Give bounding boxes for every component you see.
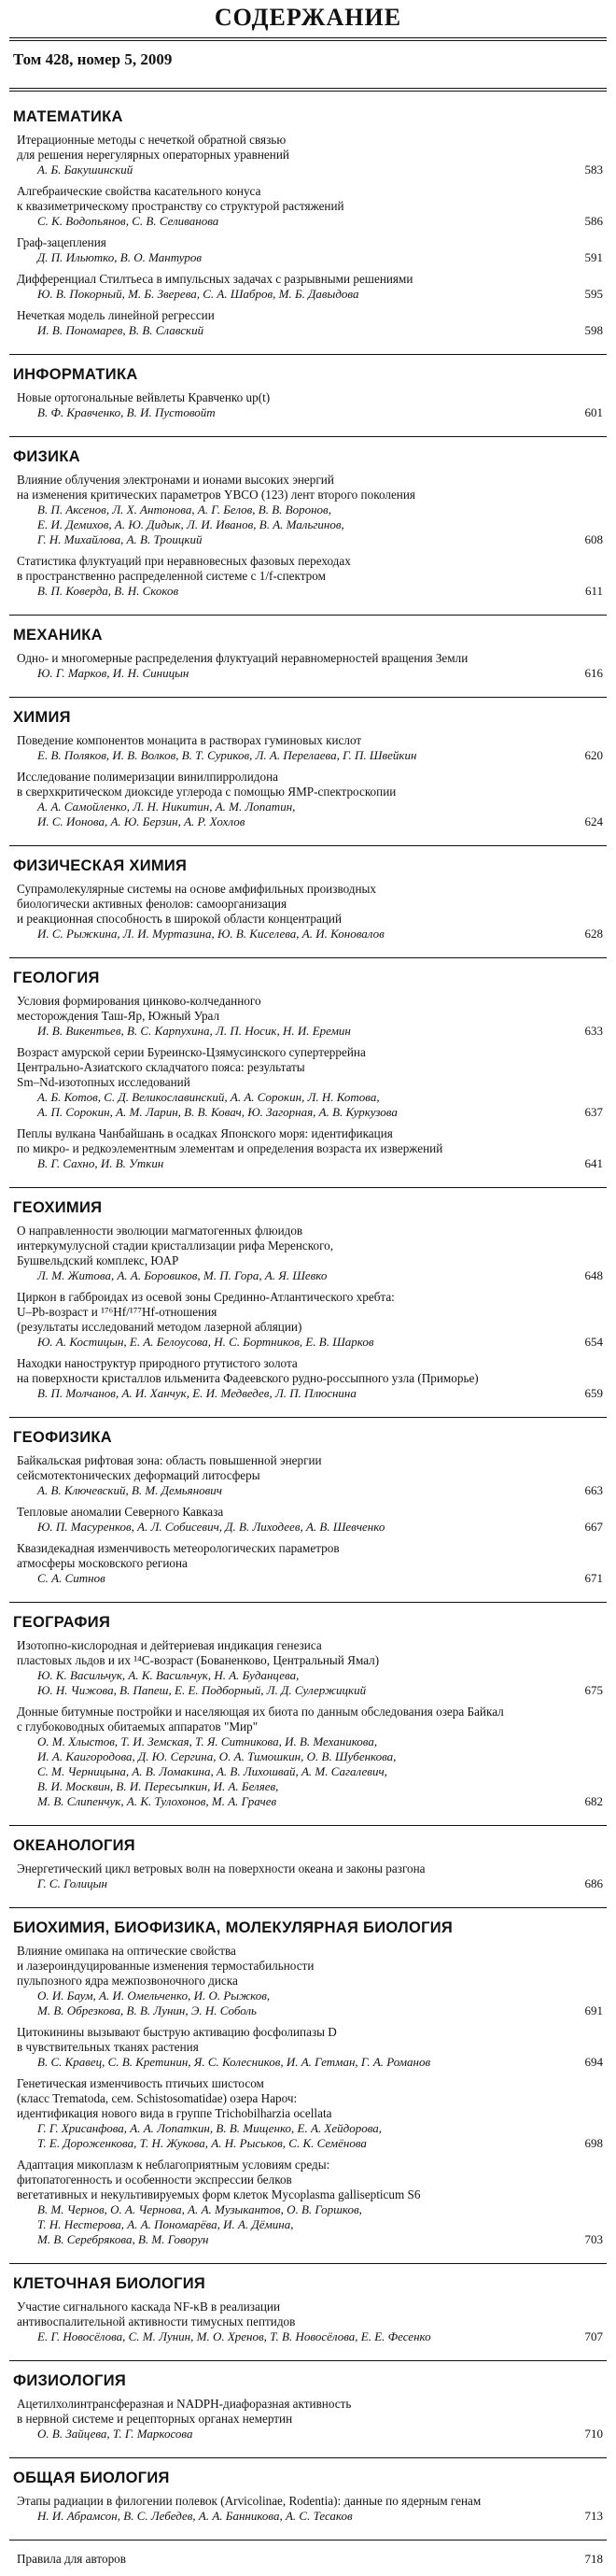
entry-authors <box>13 800 566 829</box>
entry-title-line: с глубоководных обитаемых аппаратов "Мир" <box>17 1720 259 1734</box>
section-heading: ГЕОЛОГИЯ <box>13 970 100 986</box>
toc-entry[interactable] <box>13 133 607 177</box>
toc-section <box>9 2466 607 2541</box>
entry-title-line: Возраст амурской серии Буреинско-Цзямусинского супертеррейна <box>17 1045 366 1059</box>
entry-title-line: Условия формирования цинково-колчеданного <box>17 994 261 1008</box>
entry-title-line: (результаты исследований методом лазерной абляции) <box>17 1320 302 1334</box>
entry-authors <box>13 2427 566 2442</box>
page-number: 691 <box>584 2003 603 2017</box>
toc-footer <box>9 2548 607 2576</box>
entry-title-line: на поверхности кристаллов ильменита Фадеевского рудно-россыпного узла (Приморье) <box>17 1371 479 1385</box>
entry-authors <box>13 2055 566 2070</box>
section-heading: КЛЕТОЧНАЯ БИОЛОГИЯ <box>13 2275 206 2292</box>
page-number: 598 <box>584 323 603 337</box>
section-heading: ОБЩАЯ БИОЛОГИЯ <box>13 2470 170 2486</box>
issue-divider <box>9 88 607 89</box>
entry-authors <box>13 163 566 177</box>
entry-title-line: фитопатогенность и особенности экспрессии белков <box>17 2173 292 2187</box>
author-line: В. П. Молчанов, А. И. Ханчук, Е. И. Медведев, Л. П. Плюснина <box>37 1386 357 1400</box>
toc-section <box>9 362 607 437</box>
entry-authors <box>13 1734 566 1809</box>
entry-authors <box>13 1268 566 1283</box>
entry-authors <box>13 2329 566 2344</box>
entry-title-line: сейсмотектонических деформаций литосферы <box>17 1468 260 1482</box>
entry-authors-row <box>13 1483 607 1498</box>
entry-authors-row <box>13 2055 607 2070</box>
section-heading: ГЕОГРАФИЯ <box>13 1614 111 1631</box>
entry-authors <box>13 666 566 681</box>
entry-title-line: в нервной системе и рецепторных органах немертин <box>17 2412 293 2426</box>
entry-title-line: Влияние облучения электронами и ионами высоких энергий <box>17 473 334 487</box>
entry-title-line: Нечеткая модель линейной регрессии <box>17 308 215 322</box>
entry-title-line: Исследование полимеризации винилпирролидона <box>17 770 279 784</box>
author-line: Ю. Г. Марков, И. Н. Синицын <box>37 666 189 680</box>
toc-section <box>9 966 607 1188</box>
author-line: Ю. П. Масуренков, А. Л. Собисевич, Д. В. Лиходеев, А. В. Шевченко <box>37 1520 385 1534</box>
toc-entry[interactable] <box>13 1861 607 1891</box>
entry-title-line: Супрамолекулярные системы на основе амфифильных производных <box>17 882 377 896</box>
entry-authors-row <box>13 1386 607 1401</box>
entry-authors-row <box>13 1520 607 1535</box>
page-number: 713 <box>584 2509 603 2523</box>
author-line: Ю. А. Костицын, Е. А. Белоусова, Н. С. Бортников, Е. В. Шарков <box>37 1335 374 1349</box>
issue-divider-thin <box>9 91 607 92</box>
section-heading: ИНФОРМАТИКА <box>13 366 138 383</box>
author-line: И. В. Пономарев, В. В. Славский <box>37 323 204 337</box>
entry-authors <box>13 1483 566 1498</box>
entry-authors-row <box>13 163 607 177</box>
entry-authors-row <box>13 748 607 763</box>
entry-title-line: Донные битумные постройки и населяющая их биота по данным обследования озера Байкал <box>17 1705 504 1719</box>
author-line: Ю. Н. Чижова, В. Папеш, Е. Е. Подборный, Л. Д. Сулержицкий <box>37 1683 367 1697</box>
toc-section <box>9 105 607 355</box>
entry-authors-row <box>13 1156 607 1171</box>
entry-title-line: интеркумулусной стадии кристаллизации рифа Меренского, <box>17 1238 334 1253</box>
entry-authors-row <box>13 1668 607 1698</box>
title-divider <box>9 37 607 38</box>
author-line: Г. Г. Хрисанфова, А. А. Лопаткин, В. В. Мищенко, Е. А. Хейдорова, <box>37 2121 383 2135</box>
entry-authors-row <box>13 250 607 265</box>
entry-authors <box>13 1668 566 1698</box>
author-line: А. В. Ключевский, В. М. Демьянович <box>37 1483 223 1497</box>
entry-title-line: Граф-зацепления <box>17 235 106 249</box>
toc-entry[interactable] <box>13 308 607 338</box>
page-number: 633 <box>584 1024 603 1038</box>
footer-label: Правила для авторов <box>17 2552 126 2566</box>
section-heading: МЕХАНИКА <box>13 627 103 644</box>
section-heading: МАТЕМАТИКА <box>13 108 123 125</box>
toc-entry[interactable] <box>13 2494 607 2524</box>
author-line: В. С. Кравец, С. В. Кретинин, Я. С. Колесников, И. А. Гетман, Г. А. Романов <box>37 2055 431 2069</box>
entry-title-line: Байкальская рифтовая зона: область повышенной энергии <box>17 1453 322 1467</box>
entry-title-line: Бушвельдский комплекс, ЮАР <box>17 1253 179 1267</box>
entry-title-line: Новые ортогональные вейвлеты Кравченко up(t) <box>17 390 271 404</box>
toc-entry[interactable] <box>13 390 607 420</box>
toc-entry[interactable] <box>13 882 607 941</box>
author-line: Е. Г. Новосёлова, С. М. Лунин, М. О. Хренов, Т. В. Новосёлова, Е. Е. Фесенко <box>37 2329 431 2343</box>
author-line: В. Ф. Кравченко, В. И. Пустовойт <box>37 405 216 419</box>
entry-title-line: пульпозного ядра межпозвоночного диска <box>17 1974 238 1988</box>
author-line: В. Г. Сахно, И. В. Уткин <box>37 1156 164 1170</box>
entry-authors-row <box>13 2329 607 2344</box>
author-line: Д. П. Ильютко, В. О. Мантуров <box>37 250 203 264</box>
page-number: 710 <box>584 2427 603 2441</box>
page-number: 667 <box>584 1520 603 1534</box>
toc-entry[interactable] <box>13 1290 607 1350</box>
entry-authors-row <box>13 502 607 547</box>
toc-section <box>9 2272 607 2361</box>
entry-title-line: Тепловые аномалии Северного Кавказа <box>17 1505 224 1519</box>
author-line: А. Б. Котов, С. Д. Великославинский, А. А. Сорокин, Л. Н. Котова, <box>37 1090 380 1104</box>
toc-entry[interactable] <box>13 1638 607 1698</box>
entry-title-line: Одно- и многомерные распределения флуктуаций неравномерностей вращения Земли <box>17 651 469 665</box>
author-line: М. В. Обрезкова, В. В. Лунин, Э. Н. Соболь <box>37 2003 257 2017</box>
author-line: В. И. Москвин, В. И. Пересыпкин, И. А. Беляев, <box>37 1779 279 1793</box>
entry-authors <box>13 1156 566 1171</box>
author-line: И. В. Викентьев, В. С. Карпухина, Л. П. Носик, Н. И. Еремин <box>37 1024 351 1038</box>
author-line: А. П. Сорокин, А. М. Ларин, В. В. Ковач, Ю. Загорная, А. В. Куркузова <box>37 1105 398 1119</box>
entry-authors <box>13 1520 566 1535</box>
entry-title-line: Центрально-Азиатского складчатого пояса: результаты <box>17 1060 305 1074</box>
author-line: В. П. Аксенов, Л. Х. Антонова, А. Г. Белов, В. В. Воронов, <box>37 502 331 517</box>
entry-title-line: в чувствительных тканях растения <box>17 2040 199 2054</box>
entry-title-line: Sm–Nd-изотопных исследований <box>17 1075 190 1089</box>
toc-entry[interactable] <box>13 1224 607 1283</box>
entry-authors <box>13 1090 566 1120</box>
page-number: 624 <box>584 814 603 828</box>
entry-authors <box>13 502 566 547</box>
page-number: 698 <box>584 2136 603 2150</box>
author-line: А. А. Самойленко, Л. Н. Никитин, А. М. Лопатин, <box>37 800 296 814</box>
toc-section <box>9 2369 607 2458</box>
entry-authors <box>13 927 566 941</box>
toc-section <box>9 623 607 698</box>
toc-section <box>9 854 607 958</box>
page-number: 654 <box>584 1335 603 1349</box>
entry-title-line: Цитокинины вызывают быструю активацию фосфолипазы D <box>17 2025 337 2039</box>
toc-entry[interactable] <box>13 1126 607 1171</box>
author-line: А. Б. Бакушинский <box>37 163 133 177</box>
section-heading: ОКЕАНОЛОГИЯ <box>13 1837 135 1854</box>
entry-authors <box>13 405 566 420</box>
entry-title-line: биологически активных фенолов: самоорганизация <box>17 897 287 911</box>
toc-entry[interactable] <box>13 1356 607 1401</box>
entry-authors-row <box>13 584 607 599</box>
toc-section <box>9 705 607 846</box>
section-heading: ХИМИЯ <box>13 709 71 726</box>
page-number: 648 <box>584 1268 603 1282</box>
author-line: Т. Е. Дороженкова, Т. Н. Жукова, А. Н. Рыськов, С. К. Семёнова <box>37 2136 367 2150</box>
entry-authors <box>13 2509 566 2524</box>
entry-title-line: пластовых льдов и их ¹⁴C-возраст (Бованенково, Центральный Ямал) <box>17 1653 380 1667</box>
entry-authors <box>13 1386 566 1401</box>
author-line: В. М. Чернов, О. А. Чернова, А. А. Музыкантов, О. В. Горшков, <box>37 2202 362 2216</box>
author-line: Г. Н. Михайлова, А. В. Троицкий <box>37 532 203 546</box>
entry-title-line: для решения нерегулярных операторных уравнений <box>17 148 289 162</box>
page-number: 620 <box>584 748 603 762</box>
toc-entry[interactable] <box>13 770 607 829</box>
page-number: 663 <box>584 1483 603 1497</box>
entry-title-line: Энергетический цикл ветровых волн на поверхности океана и законы разгона <box>17 1861 426 1875</box>
author-line: С. М. Черницына, А. В. Ломакина, А. В. Лихошвай, А. М. Сагалевич, <box>37 1764 387 1778</box>
entry-authors-row <box>13 2509 607 2524</box>
toc-entry[interactable] <box>13 2397 607 2442</box>
toc-entry[interactable] <box>13 1045 607 1120</box>
entry-authors <box>13 1571 566 1586</box>
entry-authors <box>13 748 566 763</box>
author-line: Е. В. Поляков, И. В. Волков, В. Т. Суриков, Л. А. Перелаева, Г. П. Швейкин <box>37 748 417 762</box>
entry-title-line: Адаптация микоплазм к неблагоприятным условиям среды: <box>17 2158 330 2172</box>
section-heading: ГЕОФИЗИКА <box>13 1429 113 1446</box>
entry-authors-row <box>13 214 607 229</box>
author-line: В. П. Коверда, В. Н. Скоков <box>37 584 179 598</box>
entry-title-line: по микро- и редкоэлементным элементам и определения возраста их извержений <box>17 1141 443 1155</box>
entry-title-line: в пространственно распределенной системе с 1/f-спектром <box>17 569 326 583</box>
entry-authors <box>13 287 566 302</box>
author-line: О. М. Хлыстов, Т. И. Земская, Т. Я. Ситникова, И. В. Механикова, <box>37 1734 378 1748</box>
entry-authors-row <box>13 1268 607 1283</box>
toc-section <box>9 1425 607 1603</box>
entry-title-line: и лазероиндуцированные изменения термостабильности <box>17 1959 315 1973</box>
page-number: 586 <box>584 214 603 228</box>
section-heading: ФИЗИКА <box>13 448 80 465</box>
author-line: С. А. Ситнов <box>37 1571 105 1585</box>
author-line: И. С. Рыжкина, Л. И. Муртазина, Ю. В. Киселева, А. И. Коновалов <box>37 927 385 941</box>
toc-entry[interactable] <box>13 1453 607 1498</box>
footer-row[interactable] <box>13 2552 607 2567</box>
author-line: М. В. Слипенчук, А. К. Тулохонов, М. А. Грачев <box>37 1794 277 1808</box>
section-heading: ФИЗИОЛОГИЯ <box>13 2372 127 2389</box>
entry-authors-row <box>13 1090 607 1120</box>
entry-title-line: Дифференциал Стилтьеса в импульсных задачах с разрывными решениями <box>17 272 413 286</box>
entry-title-line: антивоспалительной активности тимусных пептидов <box>17 2314 296 2328</box>
section-heading: БИОХИМИЯ, БИОФИЗИКА, МОЛЕКУЛЯРНАЯ БИОЛОГИЯ <box>13 1919 454 1936</box>
entry-title-line: на изменения критических параметров YBCO (123) лент второго поколения <box>17 488 415 502</box>
author-line: М. В. Серебрякова, В. М. Говорун <box>37 2232 209 2246</box>
toc-entry[interactable] <box>13 2158 607 2247</box>
entry-title-line: Итерационные методы с нечеткой обратной связью <box>17 133 287 147</box>
author-line: Ю. В. Покорный, М. Б. Зверева, С. А. Шабров, М. Б. Давыдова <box>37 287 359 301</box>
entry-title-line: О направленности эволюции магматогенных флюидов <box>17 1224 303 1238</box>
page-number: 595 <box>584 287 603 301</box>
entry-title-line: Находки наноструктур природного ртутистого золота <box>17 1356 298 1370</box>
entry-authors-row <box>13 666 607 681</box>
entry-authors-row <box>13 323 607 338</box>
entry-authors <box>13 2202 566 2247</box>
page-number: 671 <box>584 1571 603 1585</box>
page-number: 694 <box>584 2055 603 2069</box>
page-number: 637 <box>584 1105 603 1119</box>
toc-entry[interactable] <box>13 651 607 681</box>
entry-authors-row <box>13 2121 607 2151</box>
entry-authors-row <box>13 1734 607 1809</box>
author-line: Т. Н. Нестерова, А. А. Пономарёва, И. А. Дёмина, <box>37 2217 294 2231</box>
entry-title-line: Статистика флуктуаций при неравновесных фазовых переходах <box>17 554 351 568</box>
author-line: О. И. Баум, А. И. Омельченко, И. О. Рыжков, <box>37 1989 271 2003</box>
entry-authors-row <box>13 1989 607 2018</box>
entry-authors-row <box>13 1024 607 1039</box>
entry-title-line: к квазиметрическому пространству со структурой растяжений <box>17 199 344 213</box>
entry-authors-row <box>13 2427 607 2442</box>
toc-entry[interactable] <box>13 272 607 302</box>
page-number: 611 <box>584 584 603 598</box>
entry-authors-row <box>13 287 607 302</box>
author-line: Ю. К. Васильчук, А. К. Васильчук, Н. А. Буданцева, <box>37 1668 300 1682</box>
page-number: 641 <box>584 1156 603 1170</box>
toc-entry[interactable] <box>13 235 607 265</box>
table-of-contents <box>9 105 607 2576</box>
entry-title-line: атмосферы московского региона <box>17 1556 188 1570</box>
entry-authors <box>13 1989 566 2018</box>
entry-authors-row <box>13 1571 607 1586</box>
entry-title-line: Генетическая изменчивость птичьих шистосом <box>17 2076 264 2090</box>
page-number: 628 <box>584 927 603 941</box>
entry-title-line: в сверхкритическом диоксиде углерода с помощью ЯМР-спектроскопии <box>17 785 397 799</box>
entry-authors <box>13 1024 566 1039</box>
entry-title-line: Поведение компонентов монацита в растворах гуминовых кислот <box>17 733 362 747</box>
author-line: Л. М. Житова, А. А. Боровиков, М. П. Гора, А. Я. Шевко <box>37 1268 328 1282</box>
entry-title-line: вегетативных и некультивируемых форм клеток Mycoplasma gallisepticum S6 <box>17 2187 421 2201</box>
toc-entry[interactable] <box>13 2300 607 2344</box>
toc-section <box>9 1916 607 2264</box>
toc-entry[interactable] <box>13 994 607 1039</box>
entry-authors <box>13 2121 566 2151</box>
entry-authors-row <box>13 405 607 420</box>
author-line: И. С. Ионова, А. Ю. Берзин, А. Р. Хохлов <box>37 814 245 828</box>
section-heading: ФИЗИЧЕСКАЯ ХИМИЯ <box>13 857 188 874</box>
entry-title-line: Этапы радиации в филогении полевок (Arvicolinae, Rodentia): данные по ядерным генам <box>17 2494 482 2508</box>
entry-title-line: идентификация нового вида в группе Trichobilharzia ocellata <box>17 2106 332 2120</box>
entry-title-line: (класс Trematoda, сем. Schistosomatidae) озера Нароч: <box>17 2091 298 2105</box>
page-number: 718 <box>584 2552 603 2566</box>
entry-title-line: Циркон в габброидах из осевой зоны Срединно-Атлантического хребта: <box>17 1290 395 1304</box>
entry-title-line: Алгебраические свойства касательного конуса <box>17 184 261 198</box>
entry-title-line: Влияние омипака на оптические свойства <box>17 1944 236 1958</box>
toc-entry[interactable] <box>13 1541 607 1586</box>
entry-authors-row <box>13 2202 607 2247</box>
author-line: Н. И. Абрамсон, В. С. Лебедев, А. А. Банникова, А. С. Тесаков <box>37 2509 353 2523</box>
toc-entry[interactable] <box>13 1505 607 1535</box>
toc-entry[interactable] <box>13 473 607 547</box>
toc-entry[interactable] <box>13 1705 607 1809</box>
author-line: Е. И. Демихов, А. Ю. Дидык, Л. И. Иванов, В. А. Мальгинов, <box>37 517 344 531</box>
toc-entry[interactable] <box>13 2076 607 2151</box>
entry-title-line: Изотопно-кислородная и дейтериевая индикация генезиса <box>17 1638 322 1652</box>
entry-title-line: Ацетилхолинтрансферазная и NADPH-диафоразная активность <box>17 2397 352 2411</box>
page-number: 675 <box>584 1683 603 1697</box>
entry-title-line: месторождения Таш-Яр, Южный Урал <box>17 1009 220 1023</box>
page-number: 591 <box>584 250 603 264</box>
toc-entry[interactable] <box>13 733 607 763</box>
entry-authors-row <box>13 1876 607 1891</box>
page-number: 601 <box>584 405 603 419</box>
author-line: Г. С. Голицын <box>37 1876 107 1890</box>
toc-section <box>9 1196 607 1418</box>
entry-title-line: Пеплы вулкана Чанбайшань в осадках Японского моря: идентификация <box>17 1126 393 1140</box>
entry-title-line: U–Pb-возраст и ¹⁷⁶Hf/¹⁷⁷Hf-отношения <box>17 1305 217 1319</box>
page-number: 707 <box>584 2329 603 2343</box>
entry-authors <box>13 214 566 229</box>
issue-info: Том 428, номер 5, 2009 <box>13 50 173 68</box>
entry-title-line: Квазидекадная изменчивость метеорологических параметров <box>17 1541 340 1555</box>
author-line: И. А. Каигородова, Д. Ю. Сергина, О. А. Тимошкин, О. В. Шубенкова, <box>37 1749 397 1763</box>
toc-entry[interactable] <box>13 554 607 599</box>
title-divider-thin <box>9 40 607 41</box>
page-number: 686 <box>584 1876 603 1890</box>
entry-authors-row <box>13 800 607 829</box>
toc-section <box>9 445 607 616</box>
page-number: 583 <box>584 163 603 177</box>
page-title: СОДЕРЖАНИЕ <box>214 4 402 31</box>
page-number: 659 <box>584 1386 603 1400</box>
author-line: О. В. Зайцева, Т. Г. Маркосова <box>37 2427 193 2441</box>
entry-title-line: Участие сигнального каскада NF-κB в реализации <box>17 2300 281 2314</box>
toc-section <box>9 1833 607 1908</box>
entry-authors <box>13 250 566 265</box>
toc-entry[interactable] <box>13 184 607 229</box>
toc-entry[interactable] <box>13 2025 607 2070</box>
page-number: 608 <box>584 532 603 546</box>
entry-authors <box>13 1335 566 1350</box>
section-heading: ГЕОХИМИЯ <box>13 1199 103 1216</box>
page-number: 616 <box>584 666 603 680</box>
toc-entry[interactable] <box>13 1944 607 2018</box>
toc-section <box>9 1610 607 1826</box>
author-line: С. К. Водопьянов, С. В. Селиванова <box>37 214 219 228</box>
entry-authors-row <box>13 1335 607 1350</box>
entry-authors <box>13 323 566 338</box>
entry-title-line: и реакционная способность в широкой области концентраций <box>17 912 343 926</box>
page-number: 682 <box>584 1794 603 1808</box>
page-number: 703 <box>584 2232 603 2246</box>
entry-authors-row <box>13 927 607 941</box>
entry-authors <box>13 584 566 599</box>
entry-authors <box>13 1876 566 1891</box>
